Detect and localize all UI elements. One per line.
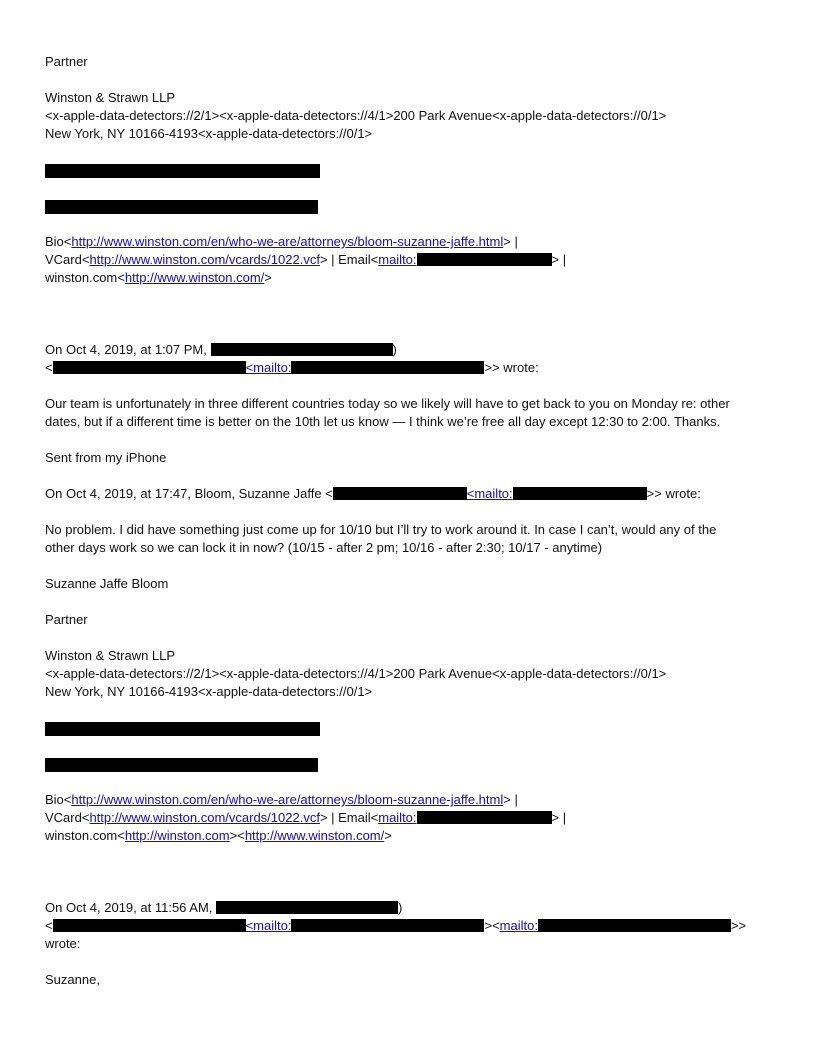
mailto-link[interactable]: mailto: <box>378 252 417 267</box>
header-lt: < <box>45 360 53 375</box>
website-link[interactable]: http://winston.com <box>124 828 230 843</box>
email-end: > | <box>551 810 567 825</box>
redaction-bar <box>513 487 647 500</box>
body-line: dates, but if a different time is better on the 10th let us know — I think we’re free all day except 12:30 to 2:00. Thanks. <box>45 414 721 429</box>
vcard-end: > | Email< <box>319 810 379 825</box>
vcard-label: VCard< <box>45 252 90 267</box>
redaction-bar <box>45 200 318 214</box>
mailto-link[interactable]: <mailto: <box>245 360 292 375</box>
header-paren: ) <box>398 900 403 915</box>
website-line <box>45 269 272 287</box>
redaction-bar <box>417 253 552 266</box>
bio-label: Bio< <box>45 792 72 807</box>
bio-end: > | <box>503 792 518 807</box>
message-header-email <box>45 917 746 935</box>
firm-name: Winston & Strawn LLP <box>45 90 176 105</box>
redaction-bar <box>538 919 731 932</box>
wrote-text: >> wrote: <box>646 486 701 501</box>
redaction-bar <box>45 164 320 178</box>
header-text: On Oct 4, 2019, at 11:56 AM, <box>45 900 213 915</box>
bio-line <box>45 233 518 251</box>
header-paren: ) <box>392 342 397 357</box>
vcard-link[interactable]: http://www.winston.com/vcards/1022.vcf <box>89 252 320 267</box>
site-mid: >< <box>229 828 245 843</box>
website-link[interactable]: http://www.winston.com/ <box>244 828 385 843</box>
body-line: No problem. I did have something just come up for 10/10 but I’ll try to work around it. In case I can’t, would any of the <box>45 522 717 537</box>
bio-link[interactable]: http://www.winston.com/en/who-we-are/attorneys/bloom-suzanne-jaffe.html <box>71 234 504 249</box>
redaction-bar <box>291 361 484 374</box>
redaction-bar <box>45 722 320 736</box>
wrote-text: wrote: <box>45 936 81 951</box>
address-line-2: New York, NY 10166-4193<x-apple-data-detectors://0/1> <box>45 126 373 141</box>
email-end: > | <box>551 252 567 267</box>
header-end: >> <box>730 918 747 933</box>
redaction-bar <box>333 487 467 500</box>
firm-name: Winston & Strawn LLP <box>45 648 176 663</box>
signature-title: Partner <box>45 612 88 627</box>
sent-from: Sent from my iPhone <box>45 450 167 465</box>
mailto-link[interactable]: mailto: <box>378 810 417 825</box>
signature-name: Suzanne Jaffe Bloom <box>45 576 169 591</box>
address-line-1: <x-apple-data-detectors://2/1><x-apple-data-detectors://4/1>200 Park Avenue<x-apple-data-detectors://0/1> <box>45 666 667 681</box>
greeting: Suzanne, <box>45 972 100 987</box>
header-text: On Oct 4, 2019, at 17:47, Bloom, Suzanne Jaffe < <box>45 486 333 501</box>
redaction-bar <box>216 901 398 914</box>
header-text: On Oct 4, 2019, at 1:07 PM, <box>45 342 207 357</box>
wrote-text: >> wrote: <box>484 360 539 375</box>
vcard-line <box>45 251 566 269</box>
mailto-link[interactable]: <mailto: <box>245 918 292 933</box>
address-line-1: <x-apple-data-detectors://2/1><x-apple-data-detectors://4/1>200 Park Avenue<x-apple-data-detectors://0/1> <box>45 108 667 123</box>
message-header <box>45 485 701 503</box>
site-end: > <box>264 270 272 285</box>
bio-link[interactable]: http://www.winston.com/en/who-we-are/attorneys/bloom-suzanne-jaffe.html <box>71 792 504 807</box>
message-header <box>45 899 402 917</box>
bio-line <box>45 791 518 809</box>
address-line-2: New York, NY 10166-4193<x-apple-data-detectors://0/1> <box>45 684 373 699</box>
redaction-bar <box>53 919 246 932</box>
website-link[interactable]: http://www.winston.com/ <box>124 270 265 285</box>
website-line <box>45 827 392 845</box>
site-label: winston.com< <box>45 270 125 285</box>
body-line: other days work so we can lock it in now? (10/15 - after 2 pm; 10/16 - after 2:30; 10/17 - anytime) <box>45 540 603 555</box>
vcard-line <box>45 809 566 827</box>
redaction-bar <box>45 758 318 772</box>
redaction-bar <box>417 811 552 824</box>
site-label: winston.com< <box>45 828 125 843</box>
message-header <box>45 341 397 359</box>
bio-end: > | <box>503 234 518 249</box>
header-lt: < <box>45 918 53 933</box>
redaction-bar <box>291 919 484 932</box>
message-header-email <box>45 359 539 377</box>
vcard-label: VCard< <box>45 810 90 825</box>
redaction-bar <box>211 343 393 356</box>
mailto-link[interactable]: mailto: <box>499 918 538 933</box>
header-mid: >< <box>484 918 500 933</box>
redaction-bar <box>53 361 246 374</box>
vcard-end: > | Email< <box>319 252 379 267</box>
mailto-link[interactable]: <mailto: <box>466 486 513 501</box>
vcard-link[interactable]: http://www.winston.com/vcards/1022.vcf <box>89 810 320 825</box>
body-line: Our team is unfortunately in three different countries today so we likely will have to get back to you on Monday re: other <box>45 396 730 411</box>
site-end: > <box>384 828 392 843</box>
signature-title: Partner <box>45 54 88 69</box>
bio-label: Bio< <box>45 234 72 249</box>
